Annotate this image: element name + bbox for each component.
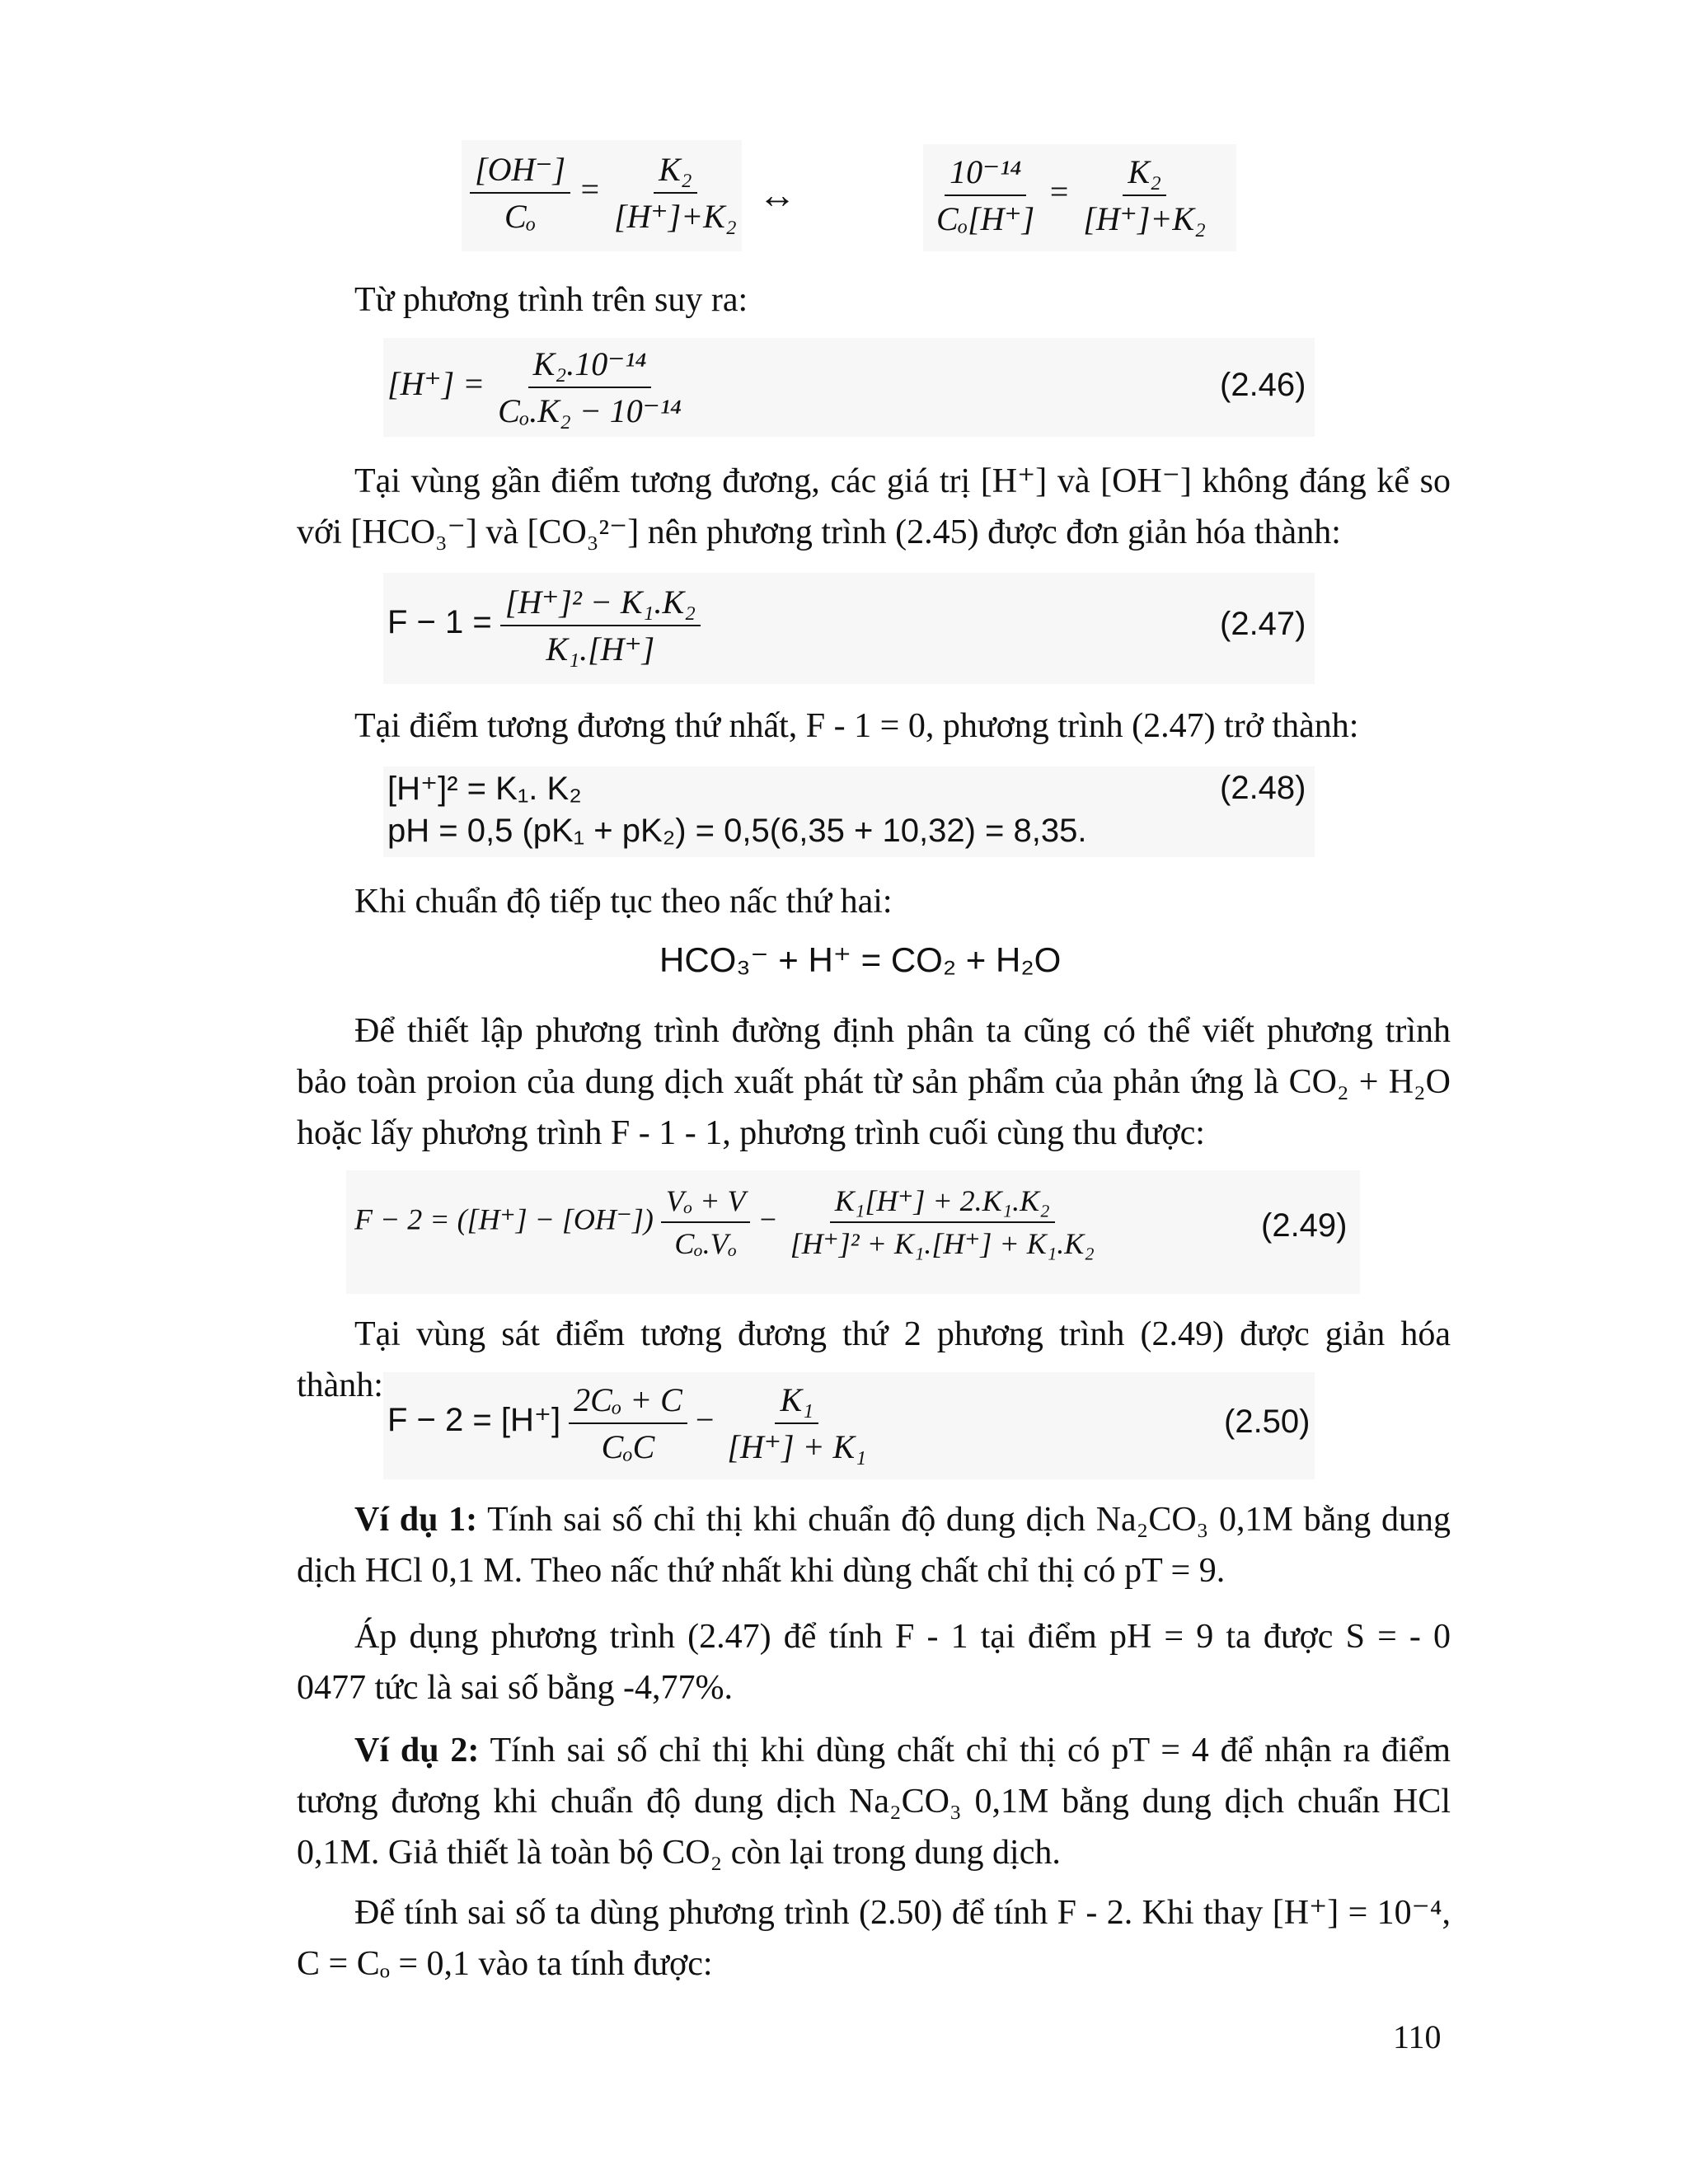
paragraph: Áp dụng phương trình (2.47) để tính F - 1 tại điểm pH = 9 ta được S = - 0 0477 tức là sai số bằng -4,77%. xyxy=(297,1618,1451,1707)
equation-number: (2.48) xyxy=(1220,770,1306,806)
equation-2-50: F − 2 = [H⁺] $\frac{\text{2Cₒ + C}}{\text{CₒC}}$ − $\frac{\text{K₁}}{\text{[H⁺] + K₁}}$ (2.50) xyxy=(383,1372,1315,1479)
paragraph: Tại điểm tương đương thứ nhất, F - 1 = 0, phương trình (2.47) trở thành: xyxy=(354,707,1359,745)
paragraph: Để thiết lập phương trình đường định phân ta cũng có thể viết phương trình bảo toàn proion của dung dịch xuất phát từ sản phẩm của phản ứng là CO₂ + H₂O hoặc lấy phương trình F - 1 - 1, phương trình cuối cùng thu được: xyxy=(297,1012,1451,1152)
equation-2-46: [H⁺] = $\frac{\text{K₂.10⁻¹⁴}}{\text{Cₒ.K₂ − 10⁻¹⁴}}$ (2.46) xyxy=(383,338,1315,437)
equation-number: (2.49) xyxy=(1261,1207,1348,1244)
equation-number: (2.46) xyxy=(1220,367,1306,403)
paragraph: Từ phương trình trên suy ra: xyxy=(354,281,748,319)
equation-top-left: $\frac{[OH^-]}{\text{Cₒ}}$ = $\frac{\text{K₂}}{\text{[H⁺]+K₂}}$ xyxy=(462,140,742,251)
example-2: Ví dụ 2: Tính sai số chỉ thị khi dùng chất chỉ thị có pT = 4 để nhận ra điểm tương đương khi chuẩn độ dung dịch Na₂CO₃ 0,1M bằng dung dịch chuẩn HCl 0,1M. Giả thiết là toàn bộ CO₂ còn lại trong dung dịch. xyxy=(297,1732,1451,1872)
paragraph: Tại vùng gần điểm tương đương, các giá trị [H⁺] và [OH⁻] không đáng kể so với [HCO₃⁻] và [CO₃²⁻] nên phương trình (2.45) được đơn giản hóa thành: xyxy=(297,462,1451,551)
equation-number: (2.50) xyxy=(1224,1404,1311,1440)
equation-2-48: [H⁺]² = K₁. K₂ pH = 0,5 (pK₁ + pK₂) = 0,5(6,35 + 10,32) = 8,35. (2.48) xyxy=(383,766,1315,857)
equation-top-right: $\frac{\text{10⁻¹⁴}}{\text{Cₒ[H⁺]}}$ = $\frac{\text{K₂}}{\text{[H⁺]+K₂}}$ xyxy=(923,144,1236,251)
paragraph: Tại vùng sát điểm tương đương thứ 2 phương trình (2.49) được giản hóa thành: xyxy=(297,1315,1451,1404)
page-number: 110 xyxy=(1393,2018,1442,2055)
equation-2-47: F − 1 = $\frac{\text{[H⁺]² − K₁.K₂}}{\text{K₁.[H⁺]}}$ (2.47) xyxy=(383,573,1315,684)
equivalence-arrow: ↔ xyxy=(758,174,796,216)
example-1: Ví dụ 1: Tính sai số chỉ thị khi chuẩn độ dung dịch Na₂CO₃ 0,1M bằng dung dịch HCl 0,1 M. Theo nấc thứ nhất khi dùng chất chỉ thị có pT = 9. xyxy=(297,1501,1451,1590)
equation-number: (2.47) xyxy=(1220,606,1306,642)
equation-2-49: F − 2 = ([H⁺] − [OH⁻]) $\frac{\text{Vₒ + V}}{\text{Cₒ.Vₒ}}$ − $\frac{\text{K₁[H⁺] + 2.K₁.K₂}}{\text{[H⁺]² + K₁.[H⁺] + K₁.K₂}}$ (2.49) xyxy=(346,1170,1360,1294)
paragraph: Khi chuẩn độ tiếp tục theo nấc thứ hai: xyxy=(354,883,893,921)
reaction-equation: HCO₃⁻ + H⁺ = CO₂ + H₂O xyxy=(659,940,1062,979)
paragraph: Để tính sai số ta dùng phương trình (2.50) để tính F - 2. Khi thay [H⁺] = 10⁻⁴, C = Cₒ = 0,1 vào ta tính được: xyxy=(297,1894,1451,1983)
